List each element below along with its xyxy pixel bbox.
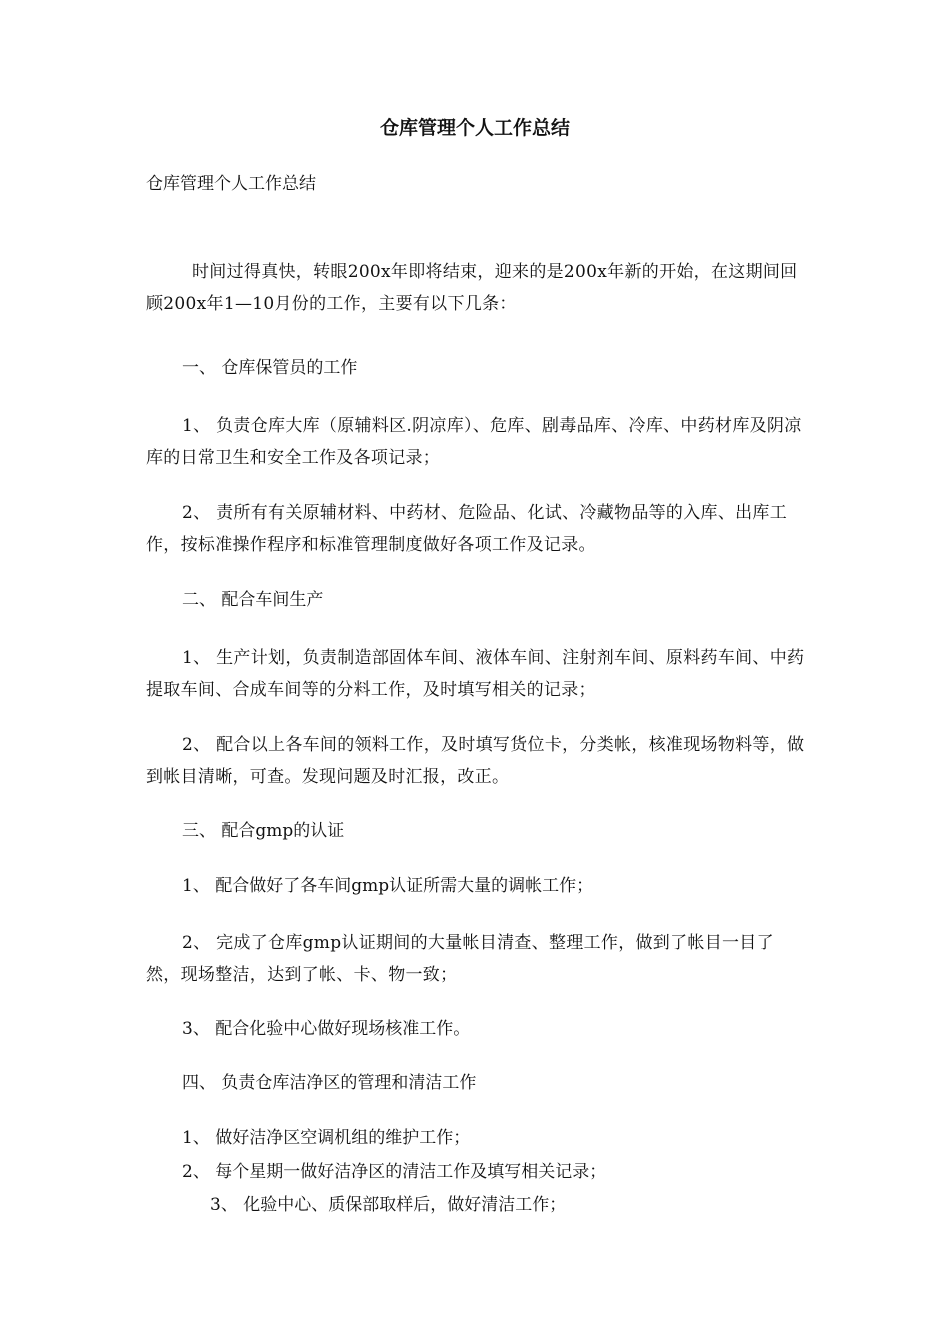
document-subtitle: 仓库管理个人工作总结 [146,174,316,194]
section-1-heading: 一、 仓库保管员的工作 [182,358,358,378]
section-4-item-1: 1、 做好洁净区空调机组的维护工作； [182,1128,471,1148]
section-3-item-2: 2、 完成了仓库gmp认证期间的大量帐目清查、整理工作，做到了帐目一目了然，现场整洁，达到了帐、卡、物一致； [146,933,774,985]
section-2-item-2: 2、 配合以上各车间的领料工作，及时填写货位卡，分类帐，核准现场物料等，做到帐目清晰，可查。发现问题及时汇报，改正。 [146,735,805,787]
section-1-item-2: 2、 责所有有关原辅材料、中药材、危险品、化试、冷藏物品等的入库、出库工作，按标准操作程序和标准管理制度做好各项工作及记录。 [146,503,788,555]
section-1-item-1: 1、 负责仓库大库（原辅料区.阴凉库）、危库、剧毒品库、冷库、中药材库及阴凉库的日常卫生和安全工作及各项记录； [146,416,802,468]
section-3-item-3: 3、 配合化验中心做好现场核准工作。 [182,1019,471,1039]
section-4-heading: 四、 负责仓库洁净区的管理和清洁工作 [182,1073,477,1093]
intro-paragraph: 时间过得真快，转眼200x年即将结束，迎来的是200x年新的开始，在这期间回顾200x年1—10月份的工作，主要有以下几条： [146,262,798,314]
section-3-item-1: 1、 配合做好了各车间gmp认证所需大量的调帐工作； [182,876,594,896]
page-title: 仓库管理个人工作总结 [379,117,570,139]
section-4-item-3: 3、 化验中心、质保部取样后，做好清洁工作； [210,1195,567,1215]
section-2-heading: 二、 配合车间生产 [182,590,324,610]
section-4-item-2: 2、 每个星期一做好洁净区的清洁工作及填写相关记录； [182,1162,607,1182]
section-3-heading: 三、 配合gmp的认证 [182,821,345,841]
section-2-item-1: 1、 生产计划，负责制造部固体车间、液体车间、注射剂车间、原料药车间、中药提取车间、合成车间等的分料工作，及时填写相关的记录； [146,648,805,700]
